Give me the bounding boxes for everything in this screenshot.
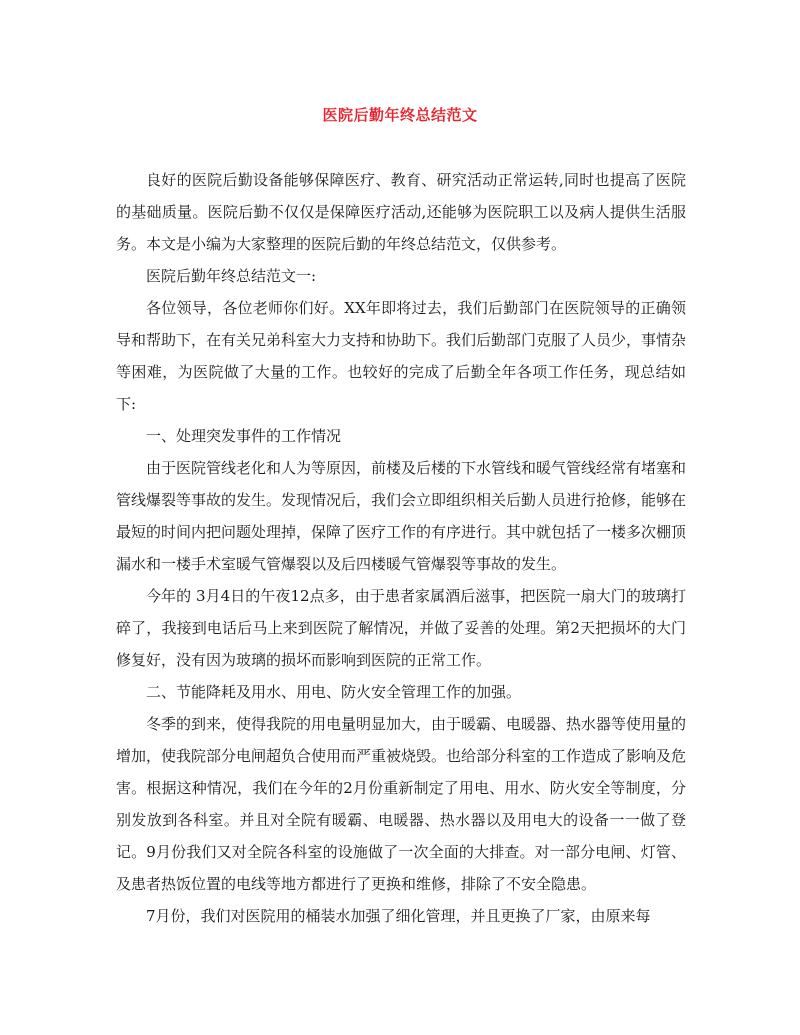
document-body — [116, 164, 686, 932]
paragraph-pipelines: 由于医院管线老化和人为等原因，前楼及后楼的下水管线和暖气管线经常有堵塞和管线爆裂等事故的发生。发现情况后，我们会立即组织相关后勤人员进行抢修，能够在最短的时间内把问题处理掉，保障了医疗工作的有序进行。其中就包括了一楼多次棚顶漏水和一楼手术室暖气管爆裂以及后四楼暖气管爆裂等事故的发生。 — [116, 459, 687, 573]
paragraph-intro: 良好的医院后勤设备能够保障医疗、教育、研究活动正常运转,同时也提高了医院的基础质量。医院后勤不仅仅是保障医疗活动,还能够为医院职工以及病人提供生活服务。本文是小编为大家整理的医院后勤的年终总结范文，仅供参考。 — [116, 171, 686, 253]
section-heading-2: 二、节能降耗及用水、用电、防火安全管理工作的加强。 — [146, 683, 522, 701]
paragraph-greeting: 各位领导，各位老师你们好。XX年即将过去，我们后勤部门在医院领导的正确领导和帮助下，在有关兄弟科室大力支持和协助下。我们后勤部门克服了人员少，事情杂等困难，为医院做了大量的工作。也较好的完成了后勤全年各项工作任务，现总结如下: — [116, 299, 687, 413]
paragraph-glass-door: 今年的 3月4日的午夜12点多，由于患者家属酒后滋事，把医院一扇大门的玻璃打碎了，我接到电话后马上来到医院了解情况，并做了妥善的处理。第2天把损坏的大门修复好，没有因为玻璃的损坏而影响到医院的正常工作。 — [116, 587, 686, 669]
section-heading-1: 一、处理突发事件的工作情况 — [146, 427, 342, 445]
document-title: 医院后勤年终总结范文 — [322, 106, 478, 124]
paragraph-water: 7月份，我们对医院用的桶装水加强了细化管理，并且更换了厂家，由原来每 — [146, 907, 651, 925]
paragraph-subtitle: 医院后勤年终总结范文一: — [146, 267, 317, 285]
paragraph-electricity: 冬季的到来，使得我院的用电量明显加大，由于暖霸、电暖器、热水器等使用量的增加，使我院部分电闸超负合使用而严重被烧毁。也给部分科室的工作造成了影响及危害。根据这种情况，我们在今年的2月份重新制定了用电、用水、防火安全等制度，分别发放到各科室。并且对全院有暖霸、电暖器、热水器以及用电大的设备一一做了登记。9月份我们又对全院各科室的设施做了一次全面的大排查。对一部分电闸、灯管、及患者热饭位置的电线等地方都进行了更换和维修，排除了不安全隐患。 — [116, 715, 687, 893]
